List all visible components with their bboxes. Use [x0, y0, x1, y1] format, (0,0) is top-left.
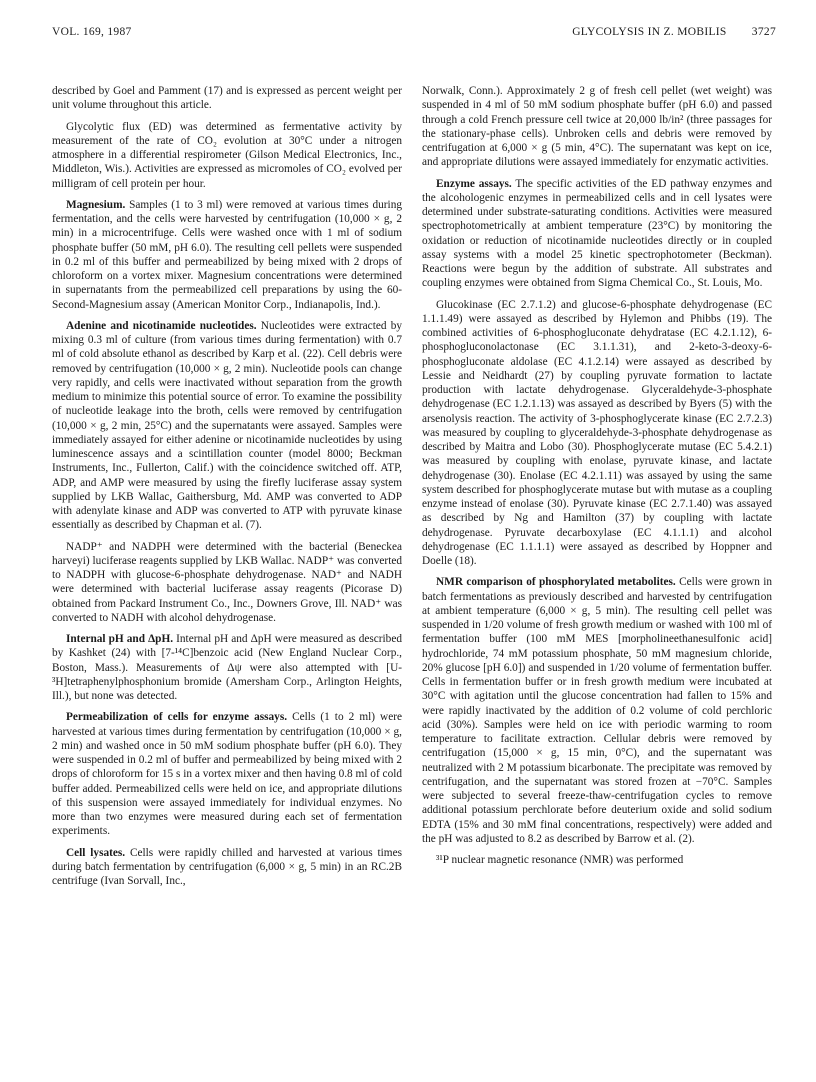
section-heading: NMR comparison of phosphorylated metabolites. — [436, 576, 676, 589]
section-heading: Permeabilization of cells for enzyme assays. — [66, 711, 288, 724]
section-heading: Adenine and nicotinamide nucleotides. — [66, 319, 257, 332]
header-right — [572, 26, 776, 38]
paragraph-text: Cells (1 to 2 ml) were harvested at various times during fermentation by centrifugation (10,000 × g, 2 min) and washed once in 50 mM sodium phosphate buffer (pH 6.0). They were suspended in 0.2 ml of buffer and permeabilized by being mixed with 2 drops of chloroform for 15 s in a vortex mixer and then having 0.8 ml of cold buffer added. Permeabilized cells were held on ice, and appropriate dilutions of this suspension were assayed immediately for individual enzymes. No more than two enzymes were measured during each set of fermentation experiments. — [52, 711, 402, 838]
paragraph — [52, 632, 402, 703]
page-number: 3727 — [751, 26, 776, 38]
section-heading: Cell lysates. — [66, 846, 126, 859]
section-heading: Internal pH and ΔpH. — [66, 633, 174, 645]
paragraph — [52, 198, 402, 312]
left-column — [52, 84, 402, 888]
paragraph-text: Norwalk, Conn.). Approximately 2 g of fresh cell pellet (wet weight) was suspended in 4 ml of 50 mM sodium phosphate buffer (pH 6.0) and passed through a cold French pressure cell twice at 20,000 lb/in² (three passages for the stationary-phase cells). Unbroken cells and debris were removed by centrifugation at 6,000 × g (5 min, 4°C). The supernatant was kept on ice, and appropriate dilutions were assayed immediately for enzymatic activities. — [422, 85, 772, 169]
paragraph — [52, 120, 402, 191]
paragraph — [52, 846, 402, 889]
right-column — [422, 84, 772, 867]
paragraph-text: Glycolytic flux (ED) was determined as fermentative activity by measurement of the rate of CO₂ evolution at 30°C under a nitrogen atmosphere in a differential respirometer (Gilson Medical Electronics, Inc., Middleton, Wis.). Activities are expressed as micromoles of CO₂ evolved per milligram of cell protein per hour. — [52, 120, 402, 190]
paragraph-text: NADP⁺ and NADPH were determined with the bacterial (Beneckea harveyi) luciferase reagents supplied by LKB Wallac. NADP⁺ was converted to NADPH with glucose-6-phosphate dehydrogenase. NAD⁺ and NADH were determined with bacterial luciferase assay reagents (Picorase D) obtained from Packard Instrument Co., Inc., Downers Grove, Ill. NAD⁺ was converted to NADH with alcohol dehydrogenase. — [52, 540, 402, 624]
paragraph — [422, 84, 772, 170]
paragraph-text: Internal pH and ΔpH were measured as described by Kashket (24) with [7-¹⁴C]benzoic acid (New England Nuclear Corp., Boston, Mass.). Measurements of Δψ were also attempted with [U-³H]tetraphenylphosphonium bromide (Amersham Corp., Arlington Heights, Ill.), but none was detected. — [52, 633, 402, 702]
paragraph-text: Nucleotides were extracted by mixing 0.3 ml of culture (from various times during fermentation) with 0.7 ml of cold absolute ethanol as described by Karp et al. (22). Cell debris were removed by centrifugation (10,000 × g, 2 min). Nucleotide pools can change very rapidly, and cells were inactivated without separation from the growth medium to minimize this potential source of error. To examine the possibility of nucleotide leakage into the broth, cells were removed by centrifugation (10,000 × g, 2 min, 25°C) and the supernatants were assayed. Samples were immediately assayed for either adenine or nicotinamide nucleotides by using luminescence assays and a scintillation counter (model 8000; Beckman Instruments, Inc., Fullerton, Calif.) with the coincidence switched off. ATP, ADP, and AMP were measured by using the firefly luciferase assay system supplied by LKB Wallac, Gaithersburg, Md. AMP was converted to ADP with adenylate kinase and ADP was converted to ATP with pyruvate kinase essentially as described by Chapman et al. (7). — [52, 319, 402, 532]
paragraph — [52, 319, 402, 533]
paragraph — [422, 177, 772, 291]
paragraph — [52, 540, 402, 626]
section-heading: Magnesium. — [66, 198, 126, 211]
paragraph-text: Glucokinase (EC 2.7.1.2) and glucose-6-phosphate dehydrogenase (EC 1.1.1.49) were assayed as described by Hylemon and Phibbs (19). The combined activities of 6-phosphogluconate dehydratase (EC 4.2.1.12), 6-phosphogluconolactonase (EC 3.1.1.31), and 2-keto-3-deoxy-6-phosphogluconate aldolase (EC 4.1.2.14) were assayed as described by Lessie and Neidhardt (27) by coupling pyruvate formation to lactate production with lactate dehydrogenase. Glyceraldehyde-3-phosphate dehydrogenase (EC 1.2.1.13) was assayed as described by Byers (5) with the arsenolysis reaction. The activity of 3-phosphoglycerate kinase (EC 2.7.2.3) was measured by coupling to glyceraldehyde-3-phosphate dehydrogenase as described by Maitra and Lobo (30). Phosphoglycerate mutase (EC 5.4.2.1) was measured by coupling with enolase, pyruvate kinase, and lactate dehydrogenase (30). Enolase (EC 4.2.1.11) was assayed by using the same system described for phosphoglycerate mutase but with mutase as a coupling enzyme instead of enolase (30). Pyruvate kinase (EC 2.7.1.40) was assayed as described by Ng and Hamilton (37) by coupling with lactate dehydrogenase. Pyruvate decarboxylase (EC 4.1.1.1) and alcohol dehydrogenase (EC 1.1.1.1) were assayed as described by Hoppner and Doelle (18). — [422, 298, 772, 567]
paragraph — [422, 853, 772, 867]
paragraph-text: described by Goel and Pamment (17) and is expressed as percent weight per unit volume throughout this article. — [52, 85, 402, 112]
paragraph — [422, 575, 772, 846]
paragraph — [52, 710, 402, 838]
paragraph — [52, 84, 402, 113]
paragraph-text: The specific activities of the ED pathway enzymes and the alcohologenic enzymes in permeabilized cells and in cell lysates were determined under substrate-saturating conditions. Activities were measured spectrophotometrically at ambient temperature (23°C) by monitoring the oxidation or reduction of nicotinamide nucleotides directly or in coupled assay systems with a model 25 kinetic spectrophotometer (Beckman). Reactions were begun by the addition of substrate. All substrates and coupling enzymes were obtained from Sigma Chemical Co., St. Louis, Mo. — [422, 177, 773, 290]
paragraph-text: ³¹P nuclear magnetic resonance (NMR) was performed — [436, 854, 684, 866]
running-title: GLYCOLYSIS IN Z. MOBILIS — [572, 26, 727, 38]
paragraph-text: Cells were rapidly chilled and harvested at various times during batch fermentation by centrifugation (6,000 × g, 5 min) in an RC.2B centrifuge (Ivan Sorvall, Inc., — [52, 846, 403, 887]
volume-label: VOL. 169, 1987 — [52, 26, 132, 38]
section-heading: Enzyme assays. — [436, 177, 512, 190]
paragraph-text: Samples (1 to 3 ml) were removed at various times during fermentation, and the cells were harvested by centrifugation (10,000 × g, 2 min) in a microcentrifuge. Cells were washed once with 1 ml of sodium phosphate buffer (50 mM, pH 6.0). The resulting cell pellets were suspended in 0.2 ml of this buffer and permeabilized by being mixed with 2 drops of chloroform on a vortex mixer. Magnesium concentrations were determined in supernatants from the permeabilized cell preparations by using the 60-Second-Magnesium assay (American Monitor Corp., Indianapolis, Ind.). — [52, 198, 402, 311]
running-header — [52, 26, 776, 44]
paragraph-text: Cells were grown in batch fermentations as previously described and harvested by centrifugation at ambient temperature (6,000 × g, 5 min). The resulting cell pellet was suspended in 1/20 volume of fresh growth medium or washed with 100 ml of fermentation buffer (100 mM MES [morpholineethanesulfonic acid] hydrochloride, 74 mM potassium phosphate, 50 mM magnesium chloride, 20% glucose [pH 6.0]) and suspended in 1/20 volume of fermentation buffer. Cells in fermentation buffer or in fresh growth medium were incubated at 30°C with agitation until the glucose concentration had fallen to 15% and were rapidly inactivated by the addition of 0.2 volume of cold perchloric acid (30%). Samples were held on ice with periodic warming to room temperature to facilitate extraction. Cellular debris were removed by centrifugation (15,000 × g, 15 min, 0°C), and the supernatant was neutralized with 2 M potassium bicarbonate. The precipitate was removed by centrifugation, and the supernatant was stored frozen at −70°C. Samples were subjected to several freeze-thaw-centrifugation cycles to remove additional potassium perchlorate before deuterium oxide and solid sodium EDTA (15% and 30 mM final concentrations, respectively) were added and the pH was adjusted to 8.2 as described by Barrow et al. (2). — [422, 576, 773, 845]
paragraph — [422, 298, 772, 569]
